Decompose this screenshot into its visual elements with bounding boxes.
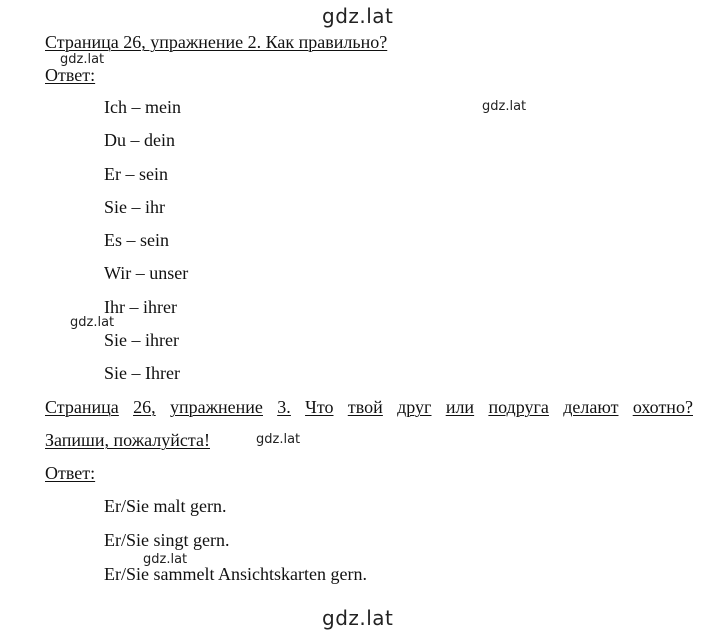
- answer-item: Sie – ihrer: [104, 330, 179, 350]
- exercise-3-heading-line1: [45, 396, 693, 418]
- watermark-small-1: gdz.lat: [60, 52, 105, 67]
- exercise-2-answer-label: Ответ:: [45, 65, 96, 85]
- watermark-bottom: gdz.lat: [322, 606, 394, 630]
- exercise-2-heading: Страница 26, упражнение 2. Как правильно?: [45, 32, 388, 52]
- heading-word: охотно?: [632, 397, 693, 417]
- watermark-small-4: gdz.lat: [256, 432, 301, 447]
- heading-word: или: [445, 397, 475, 417]
- heading-word: Что: [305, 397, 334, 417]
- answer-item: Es – sein: [104, 230, 169, 250]
- heading-word: Страница: [45, 397, 119, 417]
- answer-item: Er/Sie sammelt Ansichtskarten gern.: [104, 564, 367, 584]
- heading-word: упражнение: [169, 397, 263, 417]
- watermark-small-5: gdz.lat: [143, 552, 188, 567]
- watermark-small-3: gdz.lat: [70, 315, 115, 330]
- heading-word: 26,: [133, 397, 156, 417]
- heading-word: делают: [563, 397, 619, 417]
- answer-item: Er/Sie singt gern.: [104, 530, 230, 550]
- heading-word: твой: [347, 397, 383, 417]
- answer-item: Sie – Ihrer: [104, 363, 180, 383]
- watermark-small-2: gdz.lat: [482, 99, 527, 114]
- answer-item: Du – dein: [104, 130, 175, 150]
- exercise-3-answer-label: Ответ:: [45, 463, 96, 483]
- heading-word: друг: [397, 397, 432, 417]
- heading-word: подруга: [488, 397, 549, 417]
- answer-item: Wir – unser: [104, 263, 189, 283]
- heading-word: 3.: [277, 397, 291, 417]
- answer-item: Er – sein: [104, 164, 168, 184]
- answer-item: Sie – ihr: [104, 197, 165, 217]
- answer-item: Ich – mein: [104, 97, 181, 117]
- watermark-top: gdz.lat: [322, 4, 394, 28]
- answer-item: Er/Sie malt gern.: [104, 496, 227, 516]
- answer-item: Ihr – ihrer: [104, 297, 177, 317]
- exercise-3-heading-line2: Запиши, пожалуйста!: [45, 430, 210, 450]
